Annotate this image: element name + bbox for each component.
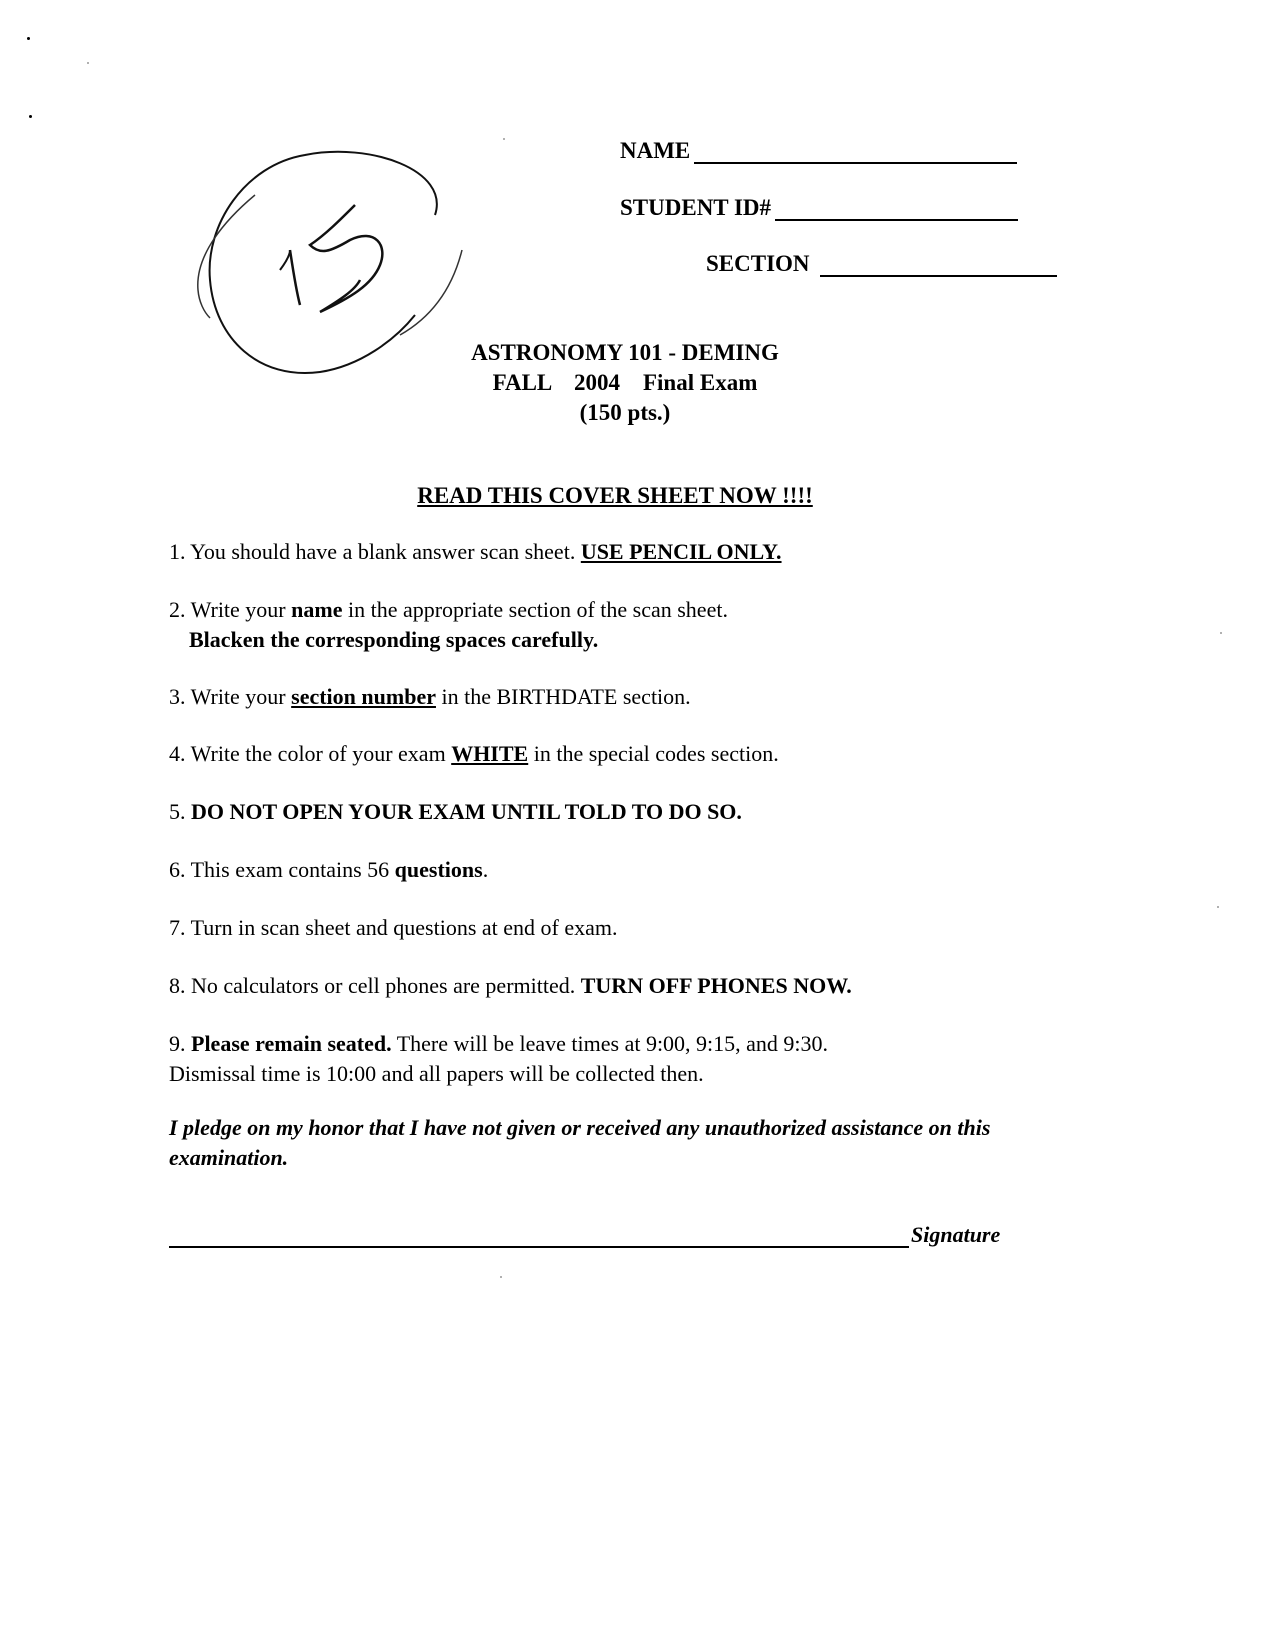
instruction-text: 3. Write your: [169, 684, 292, 709]
instruction-text: in the appropriate section of the scan sheet.: [342, 597, 728, 622]
section-blank[interactable]: [820, 257, 1057, 277]
instruction-4: [169, 739, 779, 769]
instruction-emphasis: DO NOT OPEN YOUR EXAM UNTIL TOLD TO DO SO.: [191, 799, 742, 824]
instruction-text: 1. You should have a blank answer scan sheet.: [169, 539, 581, 564]
instruction-emphasis: section number: [291, 684, 436, 709]
instruction-emphasis: questions: [394, 857, 483, 882]
student-id-field[interactable]: [620, 195, 1018, 221]
instruction-text: 9.: [169, 1031, 191, 1056]
name-field[interactable]: [620, 138, 1017, 164]
scan-speck: [500, 1276, 502, 1278]
scan-speck: [27, 37, 30, 40]
exam-points: (150 pts.): [579, 400, 671, 425]
scan-speck: [87, 62, 89, 64]
instruction-emphasis: Blacken the corresponding spaces carefully.: [189, 627, 599, 652]
section-label: SECTION: [706, 251, 810, 276]
instruction-emphasis: USE PENCIL ONLY.: [580, 539, 782, 564]
name-label: NAME: [620, 138, 691, 163]
instruction-text: 7. Turn in scan sheet and questions at end of exam.: [169, 915, 618, 940]
instruction-text: in the special codes section.: [528, 741, 779, 766]
instruction-9: [169, 1029, 828, 1089]
scan-speck: [503, 138, 505, 140]
instruction-6: [169, 855, 488, 885]
instruction-text: There will be leave times at 9:00, 9:15, and 9:30.: [391, 1031, 829, 1056]
scan-speck: [29, 115, 32, 118]
instruction-text: 6. This exam contains 56: [169, 857, 395, 882]
instruction-text: 8. No calculators or cell phones are permitted.: [169, 973, 581, 998]
course-title: ASTRONOMY 101 - DEMING: [471, 340, 779, 365]
instruction-2: [169, 595, 728, 655]
instruction-text: 4. Write the color of your exam: [169, 741, 452, 766]
instruction-text: Dismissal time is 10:00 and all papers will be collected then.: [169, 1061, 704, 1086]
instruction-text: .: [482, 857, 489, 882]
instruction-text: in the BIRTHDATE section.: [435, 684, 691, 709]
section-field[interactable]: [706, 251, 1057, 277]
instruction-1: [169, 537, 782, 567]
scan-speck: [1220, 632, 1222, 634]
instruction-3: [169, 682, 691, 712]
name-blank[interactable]: [694, 144, 1017, 164]
student-id-blank[interactable]: [775, 201, 1018, 221]
scan-speck: [1217, 906, 1219, 908]
instruction-text: 5.: [169, 799, 191, 824]
signature-blank[interactable]: [169, 1226, 909, 1248]
instruction-emphasis: TURN OFF PHONES NOW.: [580, 973, 852, 998]
exam-title: [440, 338, 810, 428]
signature-label: Signature: [911, 1222, 1001, 1247]
instruction-emphasis: name: [291, 597, 343, 622]
instruction-7: [169, 913, 618, 943]
instruction-emphasis: Please remain seated.: [191, 1031, 392, 1056]
instruction-emphasis: WHITE: [451, 741, 529, 766]
honor-pledge: I pledge on my honor that I have not given or received any unauthorized assistance on this examination.: [169, 1115, 991, 1170]
instruction-5: [169, 797, 742, 827]
instruction-text: 2. Write your: [169, 597, 292, 622]
cover-heading: READ THIS COVER SHEET NOW !!!!: [417, 483, 813, 508]
student-id-label: STUDENT ID#: [620, 195, 772, 220]
exam-term: FALL 2004 Final Exam: [492, 370, 758, 395]
instruction-8: [169, 971, 852, 1001]
signature-field[interactable]: [169, 1222, 1000, 1248]
